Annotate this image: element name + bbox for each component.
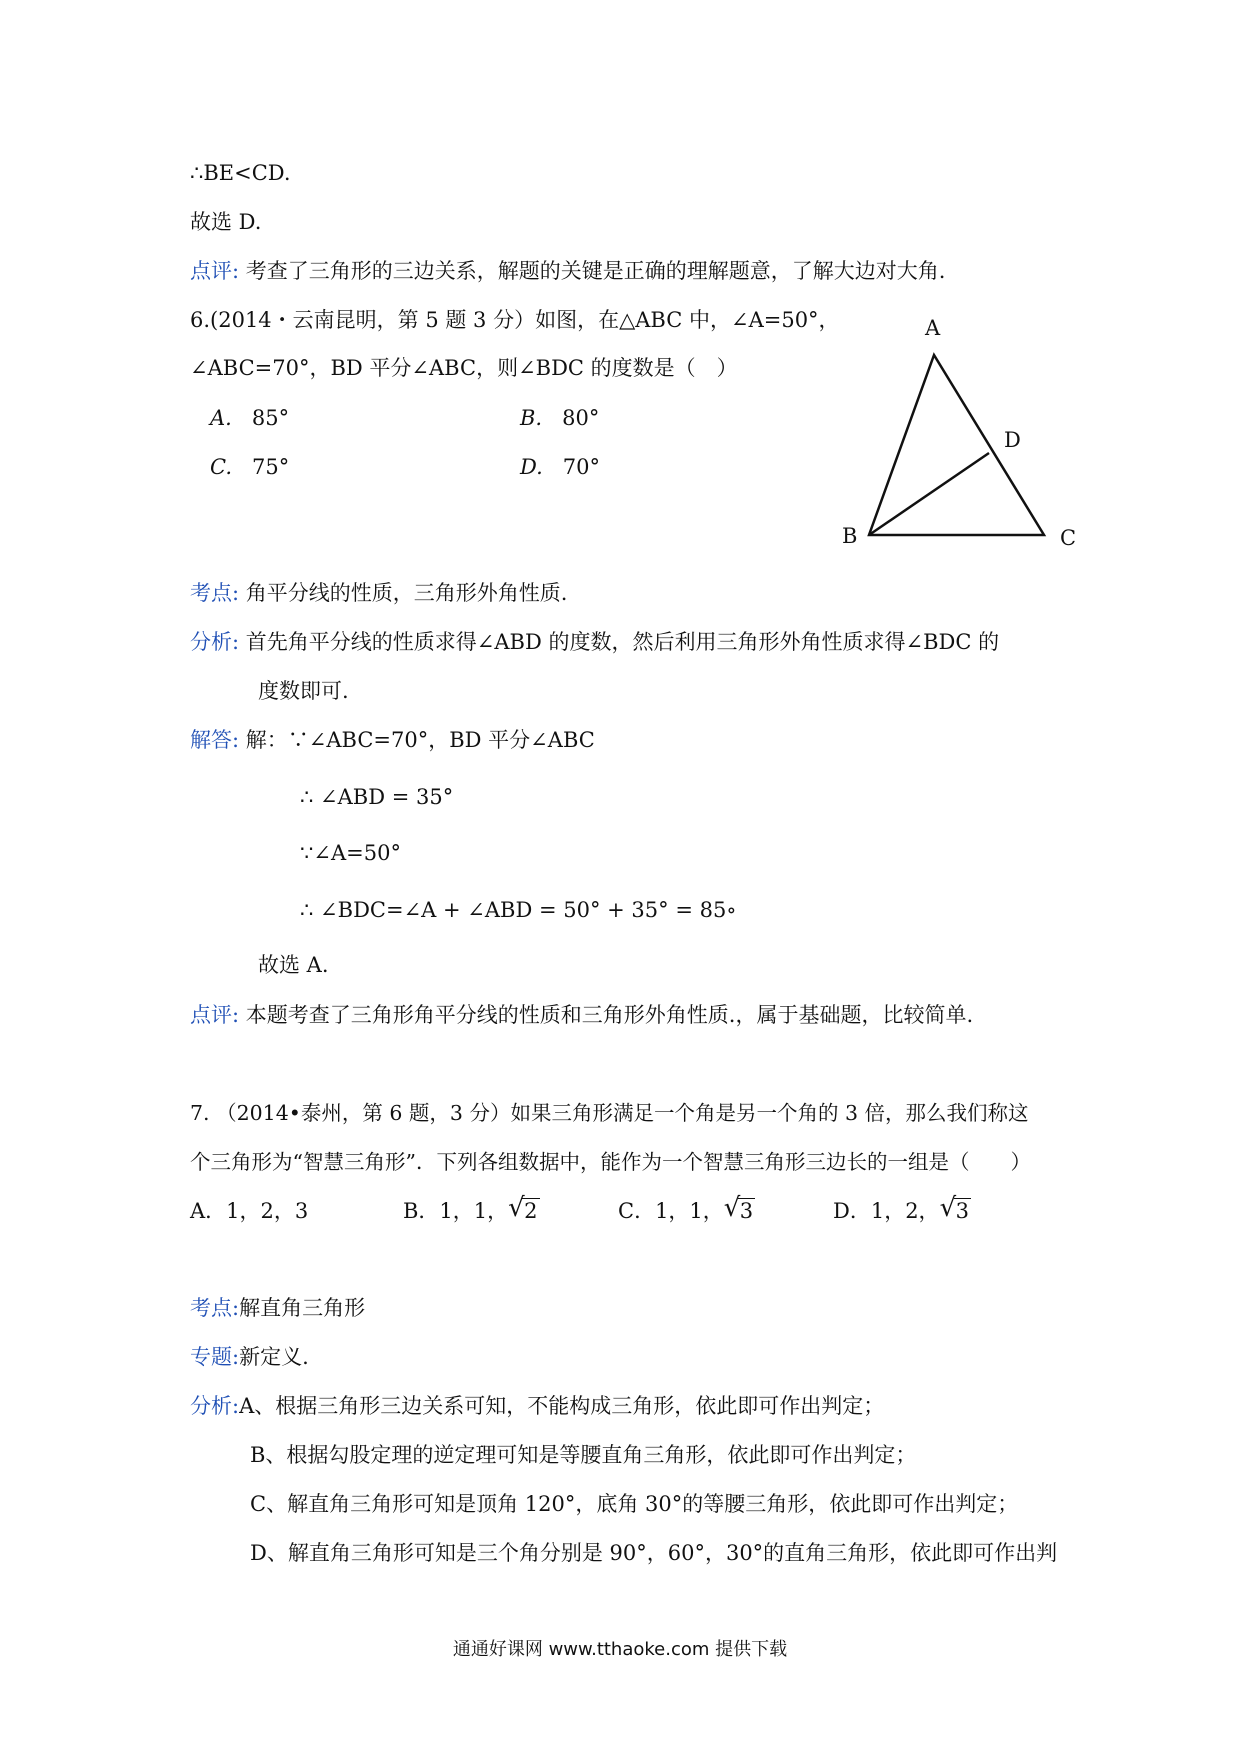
sqrt-symbol: √ 3 bbox=[939, 1193, 969, 1223]
q7-option-b-prefix: B．1，1， bbox=[403, 1199, 509, 1223]
triangle-figure bbox=[830, 305, 1090, 555]
q6-option-b-value: 80° bbox=[562, 406, 600, 430]
page-footer: 通通好课网 www.tthaoke.com 提供下载 bbox=[452, 1639, 788, 1660]
comment-text: 考查了三角形的三边关系，解题的关键是正确的理解题意，了解大边对大角. bbox=[245, 259, 946, 283]
q7-kaodian-row bbox=[190, 1293, 365, 1323]
q6-option-a bbox=[210, 403, 289, 433]
q7-fenxi-label: 分析: bbox=[190, 1394, 240, 1418]
sqrt-symbol: √ 3 bbox=[723, 1193, 754, 1223]
q6-option-d-letter: D. bbox=[520, 455, 543, 479]
q7-fenxi-d: D、解直角三角形可知是三个角分别是 90°，60°，30°的直角三角形，依此即可作出判 bbox=[250, 1541, 1058, 1565]
vertex-label-b: B bbox=[842, 524, 858, 548]
q6-option-b-letter: B. bbox=[520, 406, 543, 430]
q6-dianping-row bbox=[190, 1000, 973, 1030]
q6-jieda-label: 解答: bbox=[190, 728, 240, 752]
q7-option-c bbox=[618, 1193, 755, 1226]
q6-option-c-value: 75° bbox=[252, 455, 290, 479]
therefore-be-lt-cd: ∴BE<CD. bbox=[190, 161, 291, 185]
q7-zhuanti-row bbox=[190, 1342, 309, 1372]
q6-option-c bbox=[210, 452, 289, 482]
q6-option-d bbox=[520, 452, 600, 482]
q7-fenxi-b: B、根据勾股定理的逆定理可知是等腰直角三角形，依此即可作出判定； bbox=[250, 1443, 917, 1467]
q7-option-d-prefix: D．1，2， bbox=[833, 1199, 940, 1223]
q7-stem-line2: 个三角形为“智慧三角形”．下列各组数据中，能作为一个智慧三角形三边长的一组是（ ） bbox=[190, 1150, 1031, 1174]
q7-kaodian-text: 解直角三角形 bbox=[239, 1296, 366, 1320]
q6-step1: ∴ ∠ABD = 35° bbox=[300, 785, 454, 809]
q6-fenxi-row bbox=[190, 627, 999, 657]
q7-fenxi-row bbox=[190, 1391, 884, 1421]
q6-dianping-label: 点评: bbox=[190, 1003, 240, 1027]
q7-option-c-radicand: 3 bbox=[739, 1199, 754, 1223]
q6-dianping-text: 本题考查了三角形角平分线的性质和三角形外角性质.，属于基础题，比较简单. bbox=[245, 1003, 974, 1027]
q6-step2: ∵∠A=50° bbox=[300, 841, 401, 865]
q7-option-b-radicand: 2 bbox=[524, 1199, 538, 1223]
q7-fenxi-a: A、根据三角形三边关系可知，不能构成三角形，依此即可作出判定； bbox=[239, 1394, 885, 1418]
q7-zhuanti-label: 专题: bbox=[190, 1345, 240, 1369]
q6-fenxi-line2: 度数即可. bbox=[258, 679, 349, 703]
q6-kaodian-row bbox=[190, 578, 567, 608]
sqrt-symbol: √ 2 bbox=[508, 1193, 538, 1223]
q7-option-c-prefix: C．1，1， bbox=[618, 1199, 724, 1223]
q7-option-d-radicand: 3 bbox=[955, 1199, 969, 1223]
q6-kaodian-label: 考点: bbox=[190, 581, 240, 605]
q6-choose: 故选 A. bbox=[258, 953, 329, 977]
q7-kaodian-label: 考点: bbox=[190, 1296, 240, 1320]
q6-option-d-value: 70° bbox=[562, 455, 601, 479]
q7-fenxi-c: C、解直角三角形可知是顶角 120°，底角 30°的等腰三角形，依此即可作出判定； bbox=[250, 1492, 1019, 1516]
q6-option-a-value: 85° bbox=[251, 406, 290, 430]
q7-zhuanti-text: 新定义. bbox=[239, 1345, 309, 1369]
q7-option-a: A．1，2，3 bbox=[190, 1199, 309, 1223]
q6-jieda-line1: 解：∵∠ABC=70°，BD 平分∠ABC bbox=[245, 728, 595, 752]
comment-row bbox=[190, 256, 945, 286]
q6-step3: ∴ ∠BDC=∠A + ∠ABD = 50° + 35° = 85∘ bbox=[300, 898, 737, 922]
q6-stem-line2: ∠ABC=70°，BD 平分∠ABC，则∠BDC 的度数是（ ） bbox=[190, 356, 738, 380]
q6-fenxi-label: 分析: bbox=[190, 630, 240, 654]
comment-label: 点评: bbox=[190, 259, 240, 283]
q7-stem-line1: 7. （2014•泰州，第 6 题，3 分）如果三角形满足一个角是另一个角的 3 倍，那么我们称这 bbox=[190, 1101, 1029, 1125]
q6-kaodian-text: 角平分线的性质，三角形外角性质. bbox=[245, 581, 568, 605]
q6-fenxi-line1: 首先角平分线的性质求得∠ABD 的度数，然后利用三角形外角性质求得∠BDC 的 bbox=[245, 630, 1000, 654]
q6-option-b bbox=[520, 403, 599, 433]
q7-option-d bbox=[833, 1193, 971, 1226]
q6-jieda-row bbox=[190, 725, 595, 755]
bisector-bd bbox=[869, 453, 989, 535]
q6-stem-line1: 6.(2014・云南昆明，第 5 题 3 分）如图，在△ABC 中，∠A=50°， bbox=[190, 308, 840, 332]
q7-option-b bbox=[403, 1193, 540, 1226]
vertex-label-d: D bbox=[1004, 428, 1021, 452]
vertex-label-a: A bbox=[925, 316, 941, 340]
choose-d: 故选 D. bbox=[190, 210, 262, 234]
q6-option-c-letter: C. bbox=[210, 455, 232, 479]
vertex-label-c: C bbox=[1060, 526, 1077, 550]
q6-option-a-letter: A. bbox=[210, 406, 232, 430]
